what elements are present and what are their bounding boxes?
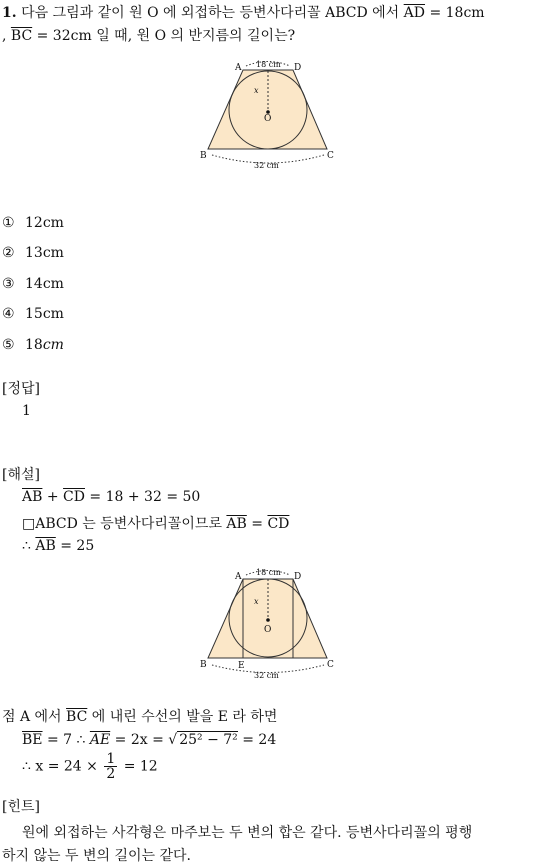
hint-line-1: 원에 외접하는 사각형은 마주보는 두 변의 합은 같다. 등변사다리꼴의 평행 — [22, 825, 473, 841]
segment-ab: $\overline{AB}$ — [226, 516, 247, 532]
ab-value: = 25 — [55, 538, 95, 554]
denominator: 2 — [106, 766, 116, 782]
segment-cd: $\overline{CD}$ — [267, 516, 290, 532]
question-text: 다음 그림과 같이 원 O 에 외접하는 등변사다리꼴 ABCD 에서 — [21, 5, 400, 21]
answer-value: 1 — [22, 403, 31, 419]
trapezoid-abcd — [208, 70, 327, 149]
figure-2-trapezoid — [0, 566, 535, 691]
label-a: A — [235, 572, 242, 582]
label-o: O — [264, 114, 272, 124]
bottom-length: 32 cm — [254, 161, 279, 170]
label-c: C — [327, 151, 334, 161]
question-line-1 — [2, 2, 485, 22]
choice-marker: ③ — [2, 276, 15, 292]
segment-ae: $\overline{AE}$ — [89, 732, 111, 748]
fraction-half — [104, 752, 117, 781]
explanation-line-3 — [22, 538, 94, 554]
text-b: 에 내린 수선의 발을 E 라 하면 — [91, 709, 278, 725]
bottom-length: 32 cm — [254, 671, 279, 680]
choice-value: 14cm — [25, 276, 64, 292]
question-number: 1. — [2, 5, 17, 21]
question-tail: 일 때, 원 O 의 반지름의 길이는? — [96, 28, 296, 44]
top-length: 18 cm — [256, 568, 281, 577]
choice-marker: ④ — [2, 306, 15, 322]
label-a: A — [235, 63, 242, 73]
sum: = 18 + 32 = 50 — [84, 489, 201, 505]
label-c: C — [327, 660, 334, 670]
choice-marker: ⑤ — [2, 337, 15, 353]
numerator: 1 — [106, 751, 116, 767]
explanation2-line-1: $\overline{BE} = 7$ ∴ $\overline{AE} = 2x$ = √ 25² − 7² = 24 — [22, 732, 277, 748]
choice-marker: ① — [2, 215, 15, 231]
question-line-2 — [2, 25, 295, 45]
label-x: x — [254, 597, 259, 606]
label-x: x — [254, 86, 259, 95]
choice-2[interactable] — [2, 245, 64, 261]
label-d: D — [294, 572, 302, 582]
explanation-heading: [해설] — [2, 467, 40, 483]
choice-unit: cm — [42, 337, 64, 353]
explanation-line-2 — [22, 513, 289, 533]
plus: + — [42, 489, 64, 505]
hint-heading: [힌트] — [2, 799, 40, 815]
choice-marker: ② — [2, 245, 15, 261]
segment-be: $\overline{BE}$ — [22, 732, 43, 748]
choice-value: 15cm — [25, 306, 64, 322]
therefore: ∴ — [22, 538, 31, 554]
segment-cd: $\overline{CD}$ — [63, 489, 85, 505]
choice-1[interactable] — [2, 215, 64, 231]
x-value: = 12 — [123, 758, 158, 775]
ae-eq: = 2x = — [110, 732, 169, 748]
center-point — [266, 618, 270, 622]
choice-4[interactable] — [2, 306, 64, 322]
be-value: = 7 ∴ — [42, 732, 86, 748]
label-e: E — [238, 661, 245, 671]
figure-1-trapezoid — [0, 55, 535, 235]
hint-line-2: 하지 않는 두 변의 길이는 같다. — [2, 848, 191, 864]
label-d: D — [294, 63, 302, 73]
segment-bc: $\overline{BC}$ — [66, 709, 88, 725]
label-b: B — [200, 660, 207, 670]
segment-ad: $\overline{AD}$ — [403, 5, 426, 21]
choice-value: 18 — [25, 337, 43, 353]
ad-length: = 18cm — [429, 5, 485, 21]
text-a: 점 A 에서 — [2, 709, 62, 725]
choice-value: 13cm — [25, 245, 64, 261]
explanation2-line-2 — [22, 752, 158, 781]
choice-5[interactable] — [2, 337, 64, 353]
statement: □ABCD 는 등변사다리꼴이므로 — [22, 516, 222, 532]
explanation-line-1 — [22, 489, 200, 505]
bc-length: = 32cm — [36, 28, 92, 44]
choice-3[interactable] — [2, 276, 64, 292]
comma: , — [2, 28, 7, 44]
ae-value: = 24 — [237, 732, 277, 748]
segment-bc: $\overline{BC}$ — [10, 28, 33, 44]
x-expr: ∴ x = 24 × — [22, 758, 98, 775]
label-b: B — [200, 151, 207, 161]
explanation2-line-0 — [2, 706, 277, 726]
choice-value: 12cm — [25, 215, 64, 231]
equals: = — [246, 516, 268, 532]
answer-heading: [정답] — [2, 381, 40, 397]
sqrt-expr: 25² − 7² — [179, 732, 238, 748]
label-o: O — [264, 625, 272, 635]
segment-ab: $\overline{AB}$ — [35, 538, 56, 554]
top-length: 18 cm — [256, 60, 281, 69]
segment-ab: $\overline{AB}$ — [22, 489, 43, 505]
